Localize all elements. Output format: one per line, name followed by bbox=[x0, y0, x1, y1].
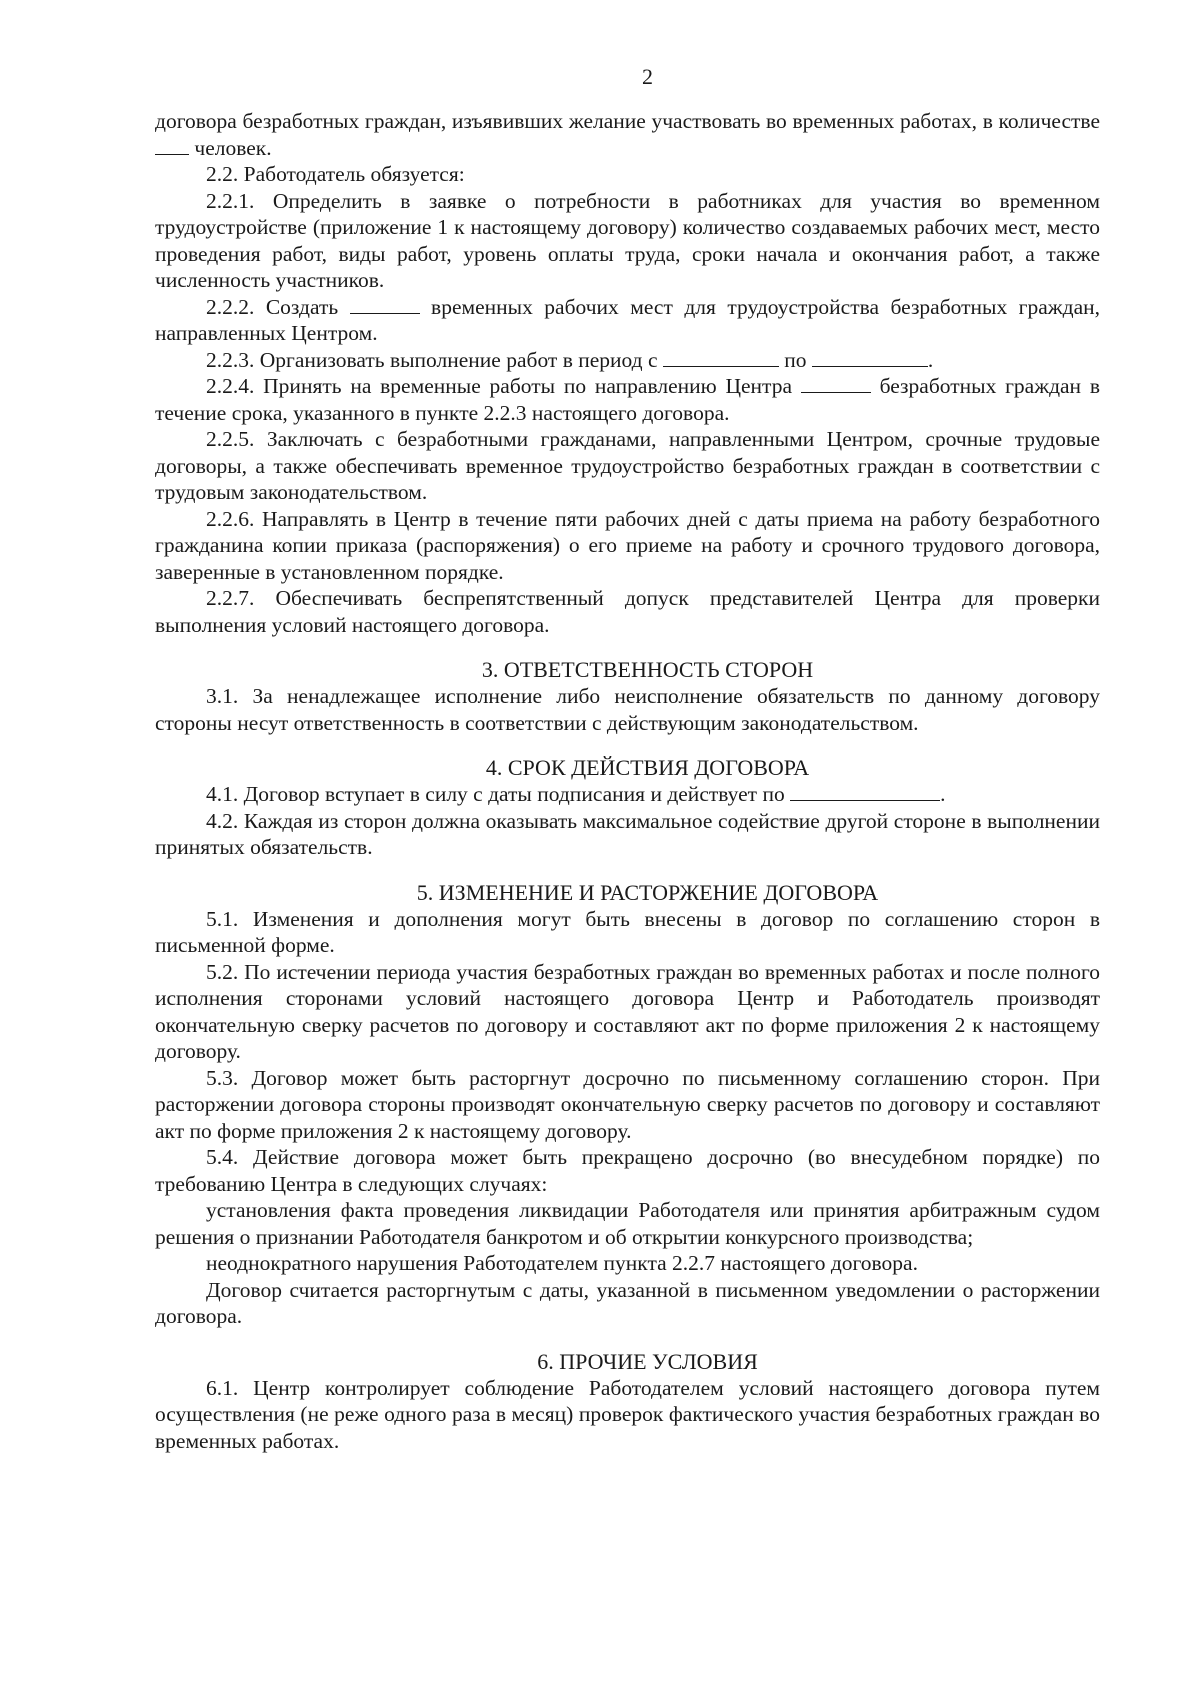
paragraph-2-2-7: 2.2.7. Обеспечивать беспрепятственный допуск представителей Центра для проверки выполнения условий настоящего договора. bbox=[155, 586, 1100, 637]
paragraph-5-2: 5.2. По истечении периода участия безработных граждан во временных работах и после полного исполнения сторонами условий настоящего договора Центр и Работодатель производят окончательную сверку расчетов по договору и составляют акт по форме приложения 2 к настоящему договору. bbox=[155, 959, 1100, 1063]
section-6-heading: 6. ПРОЧИЕ УСЛОВИЯ bbox=[537, 1348, 758, 1374]
paragraph-2-2-5: 2.2.5. Заключать с безработными гражданами, направленными Центром, срочные трудовые договоры, а также обеспечивать временное трудоустройство безработных граждан в соответствии с трудовым законодательством. bbox=[155, 427, 1100, 504]
paragraph-2-2-3 bbox=[155, 347, 1100, 374]
paragraph-4-1 bbox=[155, 781, 1100, 808]
paragraph-text: безработных граждан в течение срока, указанного в пункте 2.2.3 настоящего договора. bbox=[155, 374, 1100, 425]
section-4-heading: 4. СРОК ДЕЙСТВИЯ ДОГОВОРА bbox=[485, 755, 810, 780]
fill-in-blank[interactable] bbox=[801, 374, 871, 393]
paragraph-2-2-6: 2.2.6. Направлять в Центр в течение пяти рабочих дней с даты приема на работу безработного гражданина копии приказа (распоряжения) о его приеме на работу и срочного трудового договора, заверенные в установленном порядке. bbox=[155, 506, 1100, 584]
paragraph-text: человек. bbox=[189, 135, 272, 160]
paragraph-text: временных рабочих мест для трудоустройства безработных граждан, направленных Центром. bbox=[155, 294, 1101, 345]
paragraph-2-2: 2.2. Работодатель обязуется: bbox=[206, 162, 465, 186]
paragraph-2-1-continuation bbox=[155, 108, 1100, 161]
paragraph-5-3: 5.3. Договор может быть расторгнут досрочно по письменному соглашению сторон. При расторжении договора стороны производят окончательную сверку расчетов по договору и составляют акт по форме приложения 2 к настоящему договору. bbox=[155, 1065, 1100, 1143]
section-5-heading: 5. ИЗМЕНЕНИЕ И РАСТОРЖЕНИЕ ДОГОВОРА bbox=[416, 879, 879, 905]
paragraph-2-2-4 bbox=[155, 373, 1100, 426]
paragraph-text: . bbox=[940, 782, 946, 806]
fill-in-blank[interactable] bbox=[350, 295, 420, 314]
paragraph-3-1: 3.1. За ненадлежащее исполнение либо неисполнение обязательств по данному договору стороны несут ответственность в соответствии с действующим законодательством. bbox=[155, 684, 1100, 735]
paragraph-5-termination-note: Договор считается расторгнутым с даты, указанной в письменном уведомлении о расторжении договора. bbox=[155, 1277, 1100, 1328]
paragraph-5-4: 5.4. Действие договора может быть прекращено досрочно (во внесудебном порядке) по требованию Центра в следующих случаях: bbox=[155, 1145, 1100, 1196]
fill-in-blank[interactable] bbox=[155, 136, 189, 155]
paragraph-5-1: 5.1. Изменения и дополнения могут быть внесены в договор по соглашению сторон в письменной форме. bbox=[155, 906, 1100, 957]
paragraph-text: договора безработных граждан, изъявивших желание участвовать во временных работах, в количестве bbox=[155, 109, 1100, 133]
fill-in-blank[interactable] bbox=[663, 348, 779, 367]
fill-in-blank[interactable] bbox=[812, 348, 928, 367]
paragraph-5-4-case-2: неоднократного нарушения Работодателем пункта 2.2.7 настоящего договора. bbox=[206, 1251, 918, 1275]
page-number: 2 bbox=[642, 64, 653, 89]
paragraph-2-2-1: 2.2.1. Определить в заявке о потребности в работниках для участия во временном трудоустройстве (приложение 1 к настоящему договору) количество создаваемых рабочих мест, место проведения работ, виды работ, уровень оплаты труда, сроки начала и окончания работ, а также численность участников. bbox=[155, 188, 1100, 292]
paragraph-text: 2.2.2. Создать bbox=[206, 294, 350, 319]
paragraph-text: по bbox=[778, 347, 812, 372]
document-body bbox=[155, 108, 1100, 1454]
section-3-heading: 3. ОТВЕТСТВЕННОСТЬ СТОРОН bbox=[481, 657, 814, 682]
paragraph-5-4-case-1: установления факта проведения ликвидации Работодателя или принятия арбитражным судом решения о признании Работодателя банкротом и об открытии конкурсного производства; bbox=[155, 1198, 1100, 1249]
fill-in-blank[interactable] bbox=[790, 782, 940, 801]
paragraph-2-2-2 bbox=[155, 294, 1100, 347]
paragraph-text: 4.1. Договор вступает в силу с даты подписания и действует по bbox=[206, 782, 791, 806]
paragraph-text: 2.2.3. Организовать выполнение работ в период с bbox=[206, 347, 663, 372]
paragraph-6-1: 6.1. Центр контролирует соблюдение Работодателем условий настоящего договора путем осуществления (не реже одного раза в месяц) проверок фактического участия безработных граждан во временных работах. bbox=[155, 1375, 1100, 1453]
paragraph-text: 2.2.4. Принять на временные работы по направлению Центра bbox=[206, 374, 801, 398]
paragraph-text: . bbox=[927, 347, 934, 372]
paragraph-4-2: 4.2. Каждая из сторон должна оказывать максимальное содействие другой стороне в выполнении принятых обязательств. bbox=[155, 808, 1100, 859]
